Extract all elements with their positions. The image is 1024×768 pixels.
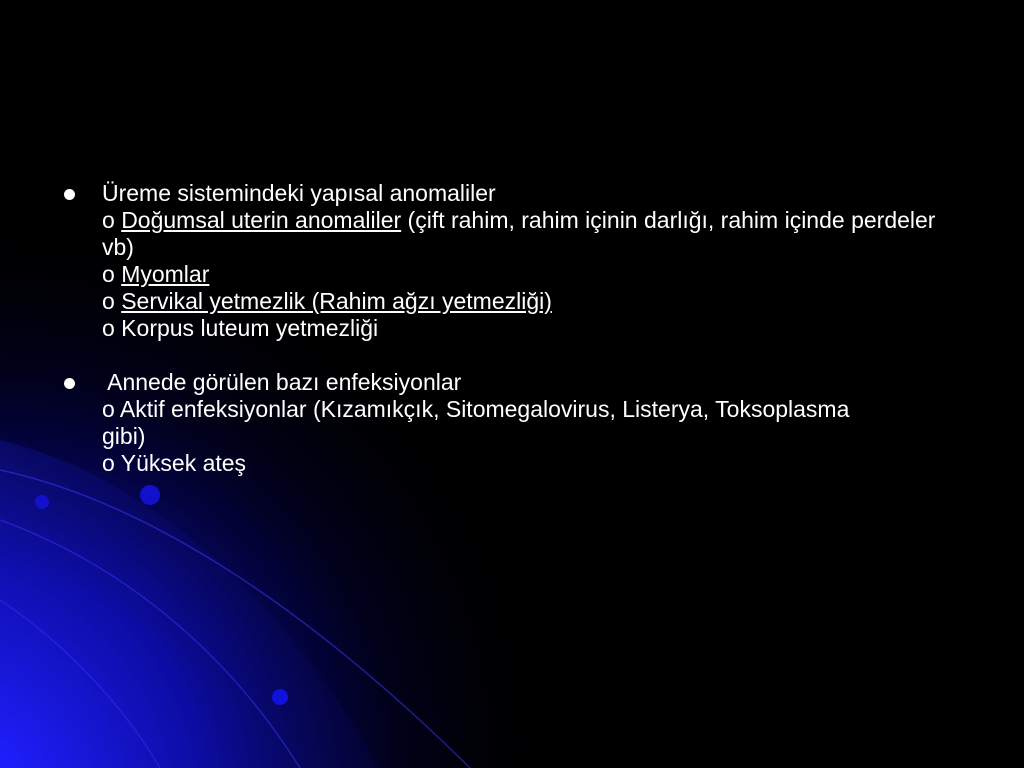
- sub-item: [102, 288, 960, 315]
- bullet-heading: Annede görülen bazı enfeksiyonlar: [102, 369, 462, 395]
- sub-item: [102, 315, 960, 342]
- sub-item-text: Korpus luteum yetmezliği: [114, 315, 379, 341]
- bullet-heading: Üreme sistemindeki yapısal anomaliler: [102, 180, 496, 206]
- sub-item-text: Aktif enfeksiyonlar (Kızamıkçık, Sitomegalovirus, Listerya, Toksoplasma gibi): [102, 396, 850, 449]
- sub-item-text: (çift rahim, rahim içinin darlığı, rahim içinde perdeler vb): [102, 207, 936, 260]
- sub-item: [102, 450, 960, 477]
- sub-item-marker: o: [102, 207, 115, 233]
- bullet-reproductive-anomalies: [60, 180, 960, 342]
- link-cervical-insufficiency[interactable]: Servikal yetmezlik (Rahim ağzı yetmezliği): [121, 288, 552, 314]
- sub-item-marker: o: [102, 450, 115, 476]
- sub-item-marker: o: [102, 396, 115, 422]
- sub-item-marker: o: [102, 261, 115, 287]
- bullet-dot-icon: [64, 378, 75, 389]
- decor-dot-2: [35, 495, 49, 509]
- decor-dot-1: [140, 485, 160, 505]
- link-congenital-uterine-anomalies[interactable]: Doğumsal uterin anomaliler: [121, 207, 402, 233]
- bullet-dot-icon: [64, 189, 75, 200]
- sub-item: [102, 261, 960, 288]
- link-myomas[interactable]: Myomlar: [121, 261, 210, 287]
- bullet-maternal-infections: [60, 369, 960, 477]
- decor-dot-3: [272, 689, 288, 705]
- sub-item-marker: o: [102, 315, 115, 341]
- slide-content: [60, 180, 960, 477]
- sub-item-marker: o: [102, 288, 115, 314]
- sub-item: [102, 396, 862, 450]
- sub-item: [102, 207, 942, 261]
- sub-item-text: Yüksek ateş: [114, 450, 247, 476]
